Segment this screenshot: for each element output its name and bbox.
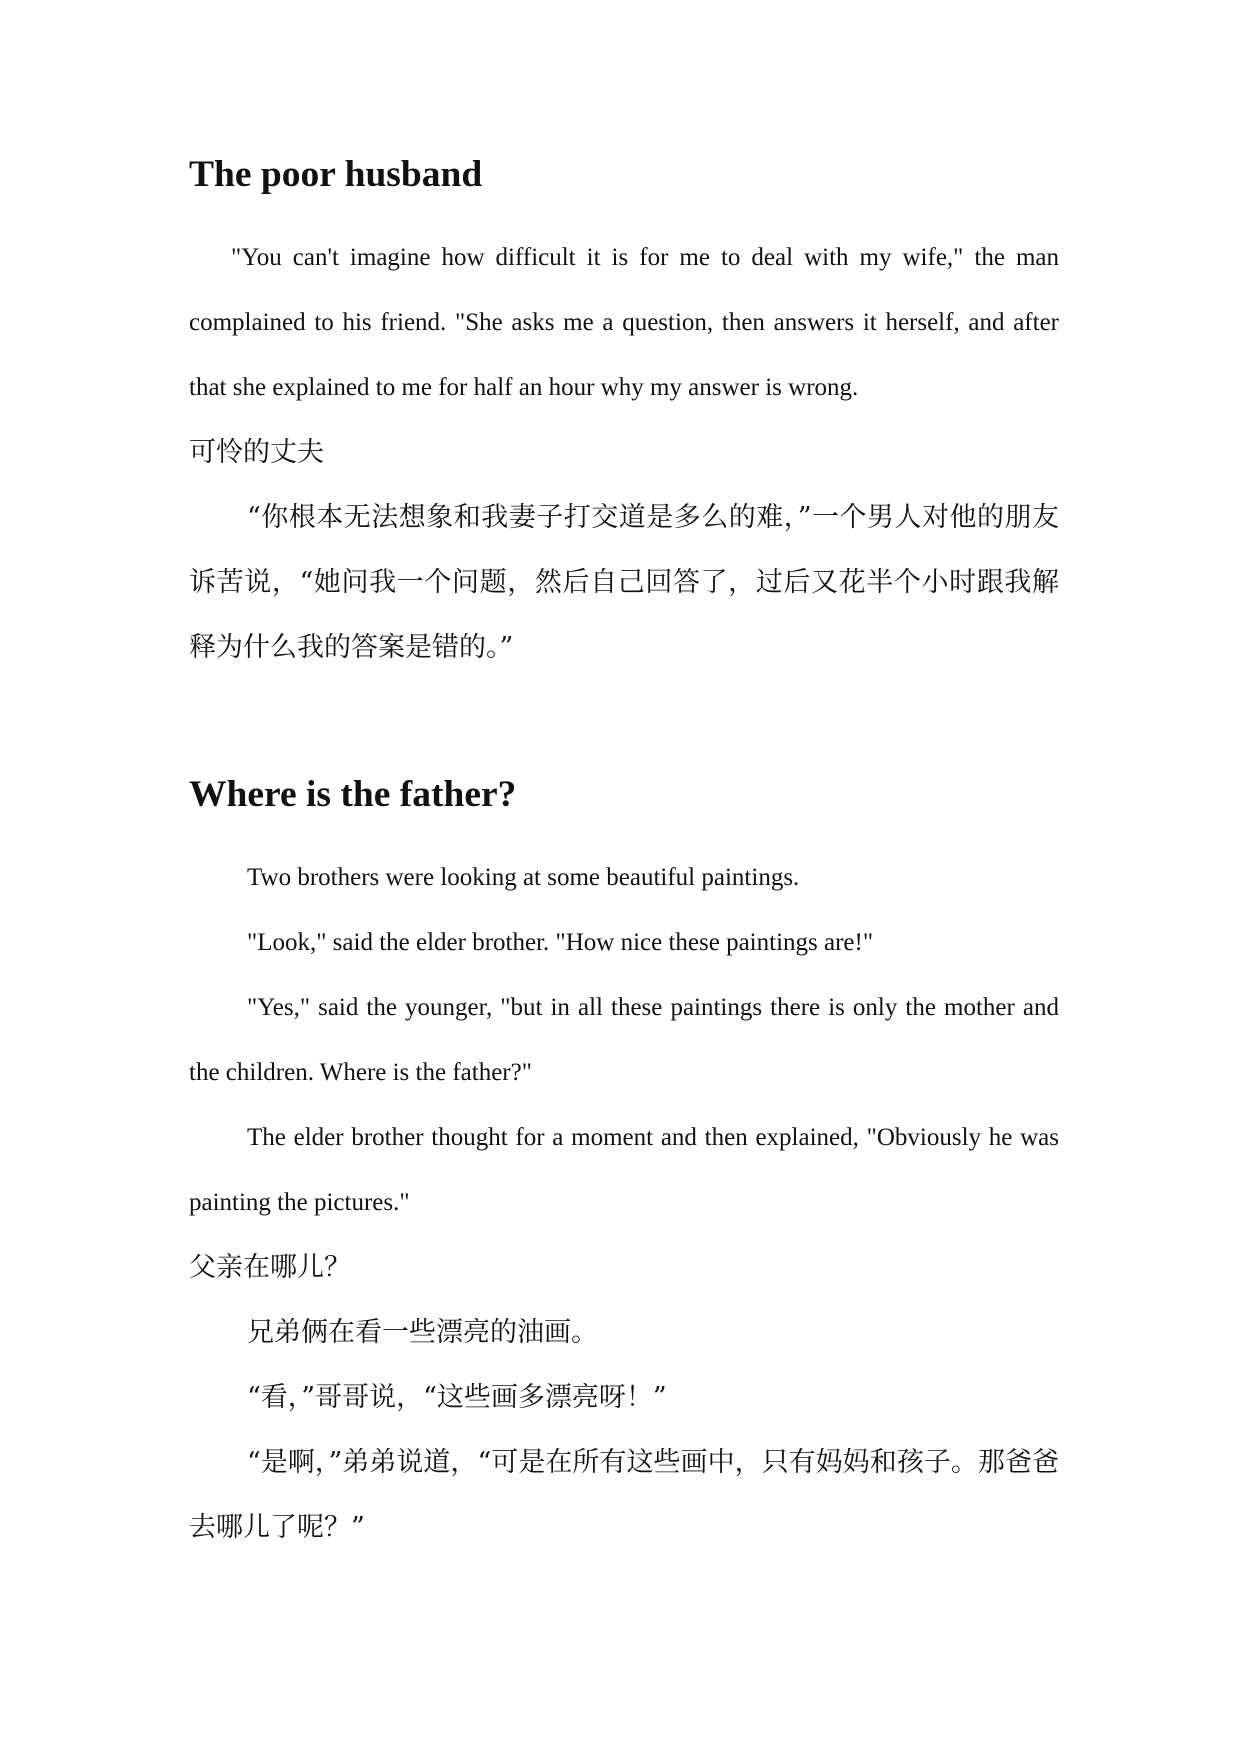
story-2-chinese-title: 父亲在哪儿？ — [189, 1252, 351, 1283]
story-1-chinese-title: 可怜的丈夫 — [189, 437, 324, 468]
story-2-title: Where is the father? — [189, 774, 517, 815]
story-1-chinese-paragraph: “你根本无法想象和我妻子打交道是多么的难，”一个男人对他的朋友诉苦说，“她问我一个问题，然后自己回答了，过后又花半个小时跟我解释为什么我的答案是错的。” — [189, 502, 1059, 663]
story-2-chinese-paragraph-2: “看，”哥哥说，“这些画多漂亮呀！” — [247, 1382, 667, 1413]
story-2-english-paragraph-3: "Yes," said the younger, "but in all these paintings there is only the mother and the children. Where is the father?" — [189, 994, 1059, 1086]
story-2-chinese-paragraph-3: “是啊，”弟弟说道，“可是在所有这些画中，只有妈妈和孩子。那爸爸去哪儿了呢？” — [189, 1447, 1059, 1543]
section-spacer — [189, 680, 1059, 780]
story-1-english-paragraph: "You can't imagine how difficult it is for me to deal with my wife," the man complained to his friend. "She asks me a question, then answers it herself, and after that she explained to me for half an hour why my answer is wrong. — [189, 244, 1059, 401]
story-2-english-paragraph-4: The elder brother thought for a moment and then explained, "Obviously he was painting the pictures." — [189, 1124, 1059, 1216]
document-content — [189, 154, 1059, 1560]
story-2-english-paragraph-1: Two brothers were looking at some beautiful paintings. — [247, 864, 800, 891]
story-2-english-paragraph-2: "Look," said the elder brother. "How nice these paintings are!" — [247, 929, 874, 956]
story-2-chinese-paragraph-1: 兄弟俩在看一些漂亮的油画。 — [247, 1317, 598, 1348]
story-1-title: The poor husband — [189, 154, 483, 195]
